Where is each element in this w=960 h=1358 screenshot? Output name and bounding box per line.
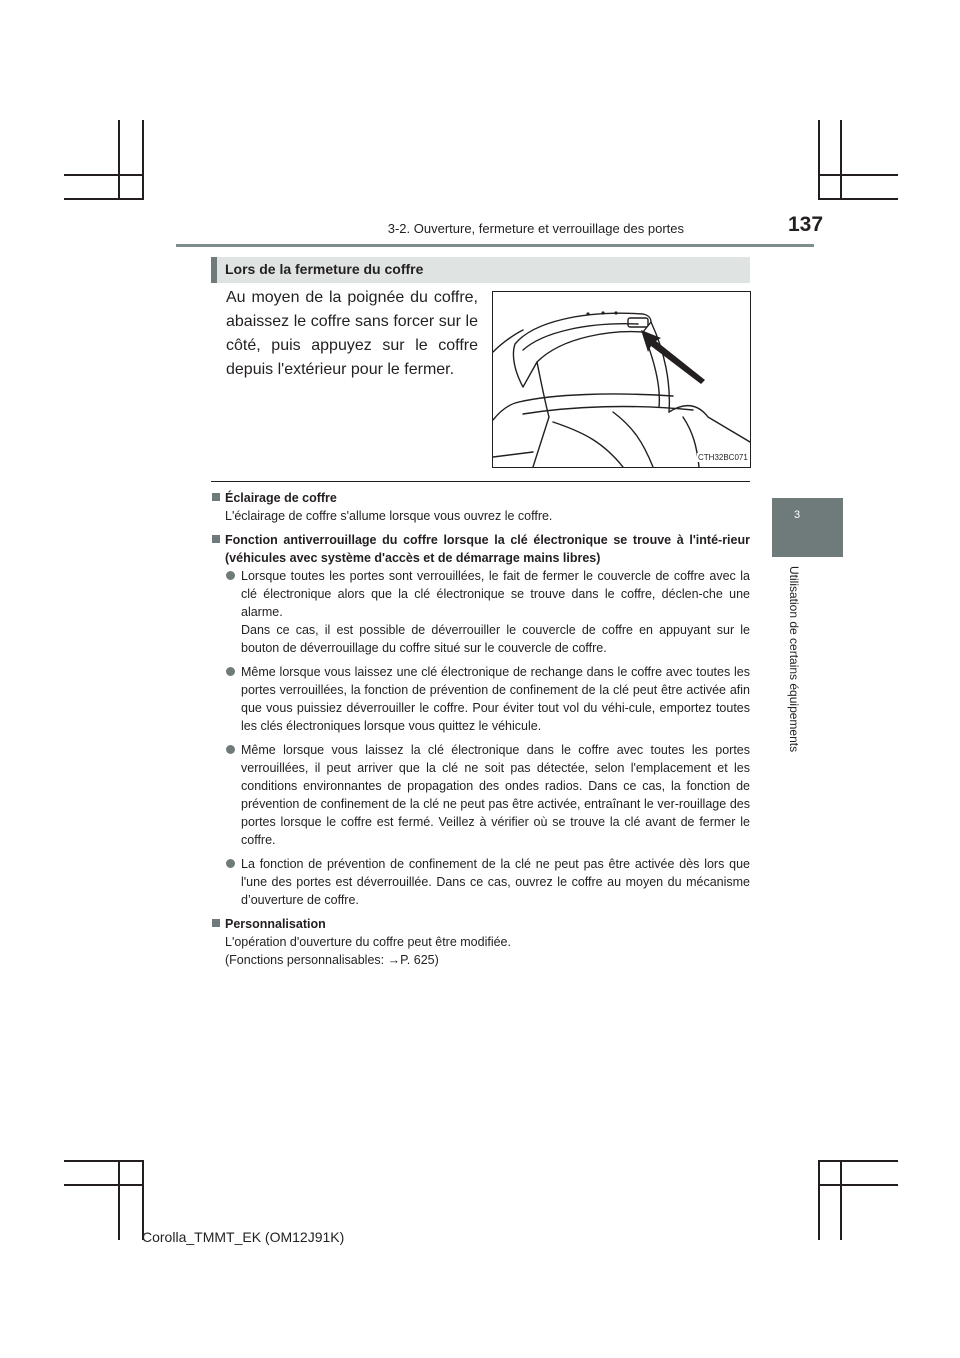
square-bullet-icon bbox=[212, 493, 220, 501]
crop-mark bbox=[118, 120, 120, 200]
note-title: Éclairage de coffre bbox=[225, 491, 337, 505]
footer-doc-id: Corolla_TMMT_EK (OM12J91K) bbox=[142, 1229, 345, 1245]
chapter-title: Utilisation de certains équipements bbox=[787, 566, 801, 753]
square-bullet-icon bbox=[212, 919, 220, 927]
crop-mark bbox=[142, 120, 144, 200]
intro-paragraph: Au moyen de la poignée du coffre, abaissez le coffre sans forcer sur le côté, puis appuyez sur le coffre depuis l'extérieur pour le fermer. bbox=[226, 289, 478, 378]
note-title: Personnalisation bbox=[225, 917, 326, 931]
bullet-text: Même lorsque vous laissez la clé électronique dans le coffre avec toutes les portes verrouillées, il peut arriver que la clé ne soit pas détectée, selon l'emplacement et les conditions environnantes de propagation des ondes radios. Dans ce cas, la fonction de prévention de confinement de la clé ne peut pas être activée, entraînant le ver-rouillage des portes lorsque le coffre est fermé. Veillez à vérifier où se trouve la clé avant de fermer le coffre. bbox=[241, 743, 750, 847]
crop-mark bbox=[818, 174, 898, 176]
crop-mark bbox=[818, 1160, 898, 1162]
note-title: Fonction antiverrouillage du coffre lorsque la clé électronique se trouve à l'inté-rieur (véhicules avec système d'accès et de démarrage mains libres) bbox=[225, 533, 750, 565]
bullet-text: Même lorsque vous laissez une clé électronique de rechange dans le coffre avec toutes les portes verrouillées, la fonction de prévention de confinement de la clé peut être activée afin que vous puissiez déverrouiller le coffre. Pour éviter tout vol du véhi-cule, emportez toutes les clés électroniques lorsque vous quittez le véhicule. bbox=[241, 665, 750, 733]
chapter-number: 3 bbox=[794, 509, 801, 521]
notes bbox=[211, 489, 750, 975]
note-customization bbox=[211, 915, 750, 969]
crop-mark bbox=[818, 1160, 820, 1240]
crop-mark bbox=[64, 1184, 144, 1186]
round-bullet-icon bbox=[226, 745, 235, 754]
crop-mark bbox=[118, 1160, 120, 1240]
square-bullet-icon bbox=[212, 535, 220, 543]
trunk-illustration bbox=[492, 291, 751, 468]
crop-mark bbox=[818, 120, 820, 200]
section-heading bbox=[211, 257, 750, 283]
bullet-item bbox=[211, 567, 750, 657]
crop-mark bbox=[840, 1160, 842, 1240]
note-trunk-light bbox=[211, 489, 750, 525]
section-rule bbox=[211, 481, 750, 482]
chapter-tab bbox=[772, 498, 843, 557]
trunk-drawing bbox=[493, 292, 750, 467]
note-body: L'opération d'ouverture du coffre peut être modifiée. bbox=[225, 935, 511, 949]
header-rule bbox=[176, 244, 814, 247]
note-anti-lock bbox=[211, 531, 750, 909]
bullet-item bbox=[211, 741, 750, 849]
crop-mark bbox=[818, 1184, 898, 1186]
crop-mark bbox=[64, 1160, 144, 1162]
crop-mark bbox=[840, 120, 842, 200]
note-body: L'éclairage de coffre s'allume lorsque vous ouvrez le coffre. bbox=[225, 509, 553, 523]
section-heading-accent bbox=[211, 257, 217, 283]
crop-mark bbox=[142, 1160, 144, 1240]
page-number: 137 bbox=[788, 213, 824, 236]
round-bullet-icon bbox=[226, 571, 235, 580]
round-bullet-icon bbox=[226, 667, 235, 676]
figure-code: CTH32BC071 bbox=[698, 453, 748, 462]
crop-mark bbox=[64, 174, 144, 176]
bullet-text: Lorsque toutes les portes sont verrouillées, le fait de fermer le couvercle de coffre avec la clé électronique alors que la clé électronique se trouve dans le coffre, déclen-che une alarme. Dans ce cas, il est possible de déverrouiller le couvercle de coffre en appuyant sur le bouton de déverrouillage du coffre situé sur le couvercle de coffre. bbox=[241, 569, 750, 655]
running-header: 3-2. Ouverture, fermeture et verrouillage des portes bbox=[387, 221, 684, 236]
bullet-text: La fonction de prévention de confinement de la clé ne peut pas être activée dès lors que l'une des portes est déverrouillée. Dans ce cas, ouvrez le coffre au moyen du mécanisme d’ouverture de coffre. bbox=[241, 857, 750, 907]
note-body: (Fonctions personnalisables: →P. 625) bbox=[225, 953, 439, 967]
round-bullet-icon bbox=[226, 859, 235, 868]
section-title: Lors de la fermeture du coffre bbox=[225, 261, 424, 277]
arrow-icon bbox=[641, 330, 705, 384]
bullet-item bbox=[211, 855, 750, 909]
crop-mark bbox=[64, 198, 144, 200]
crop-mark bbox=[818, 198, 898, 200]
bullet-item bbox=[211, 663, 750, 735]
